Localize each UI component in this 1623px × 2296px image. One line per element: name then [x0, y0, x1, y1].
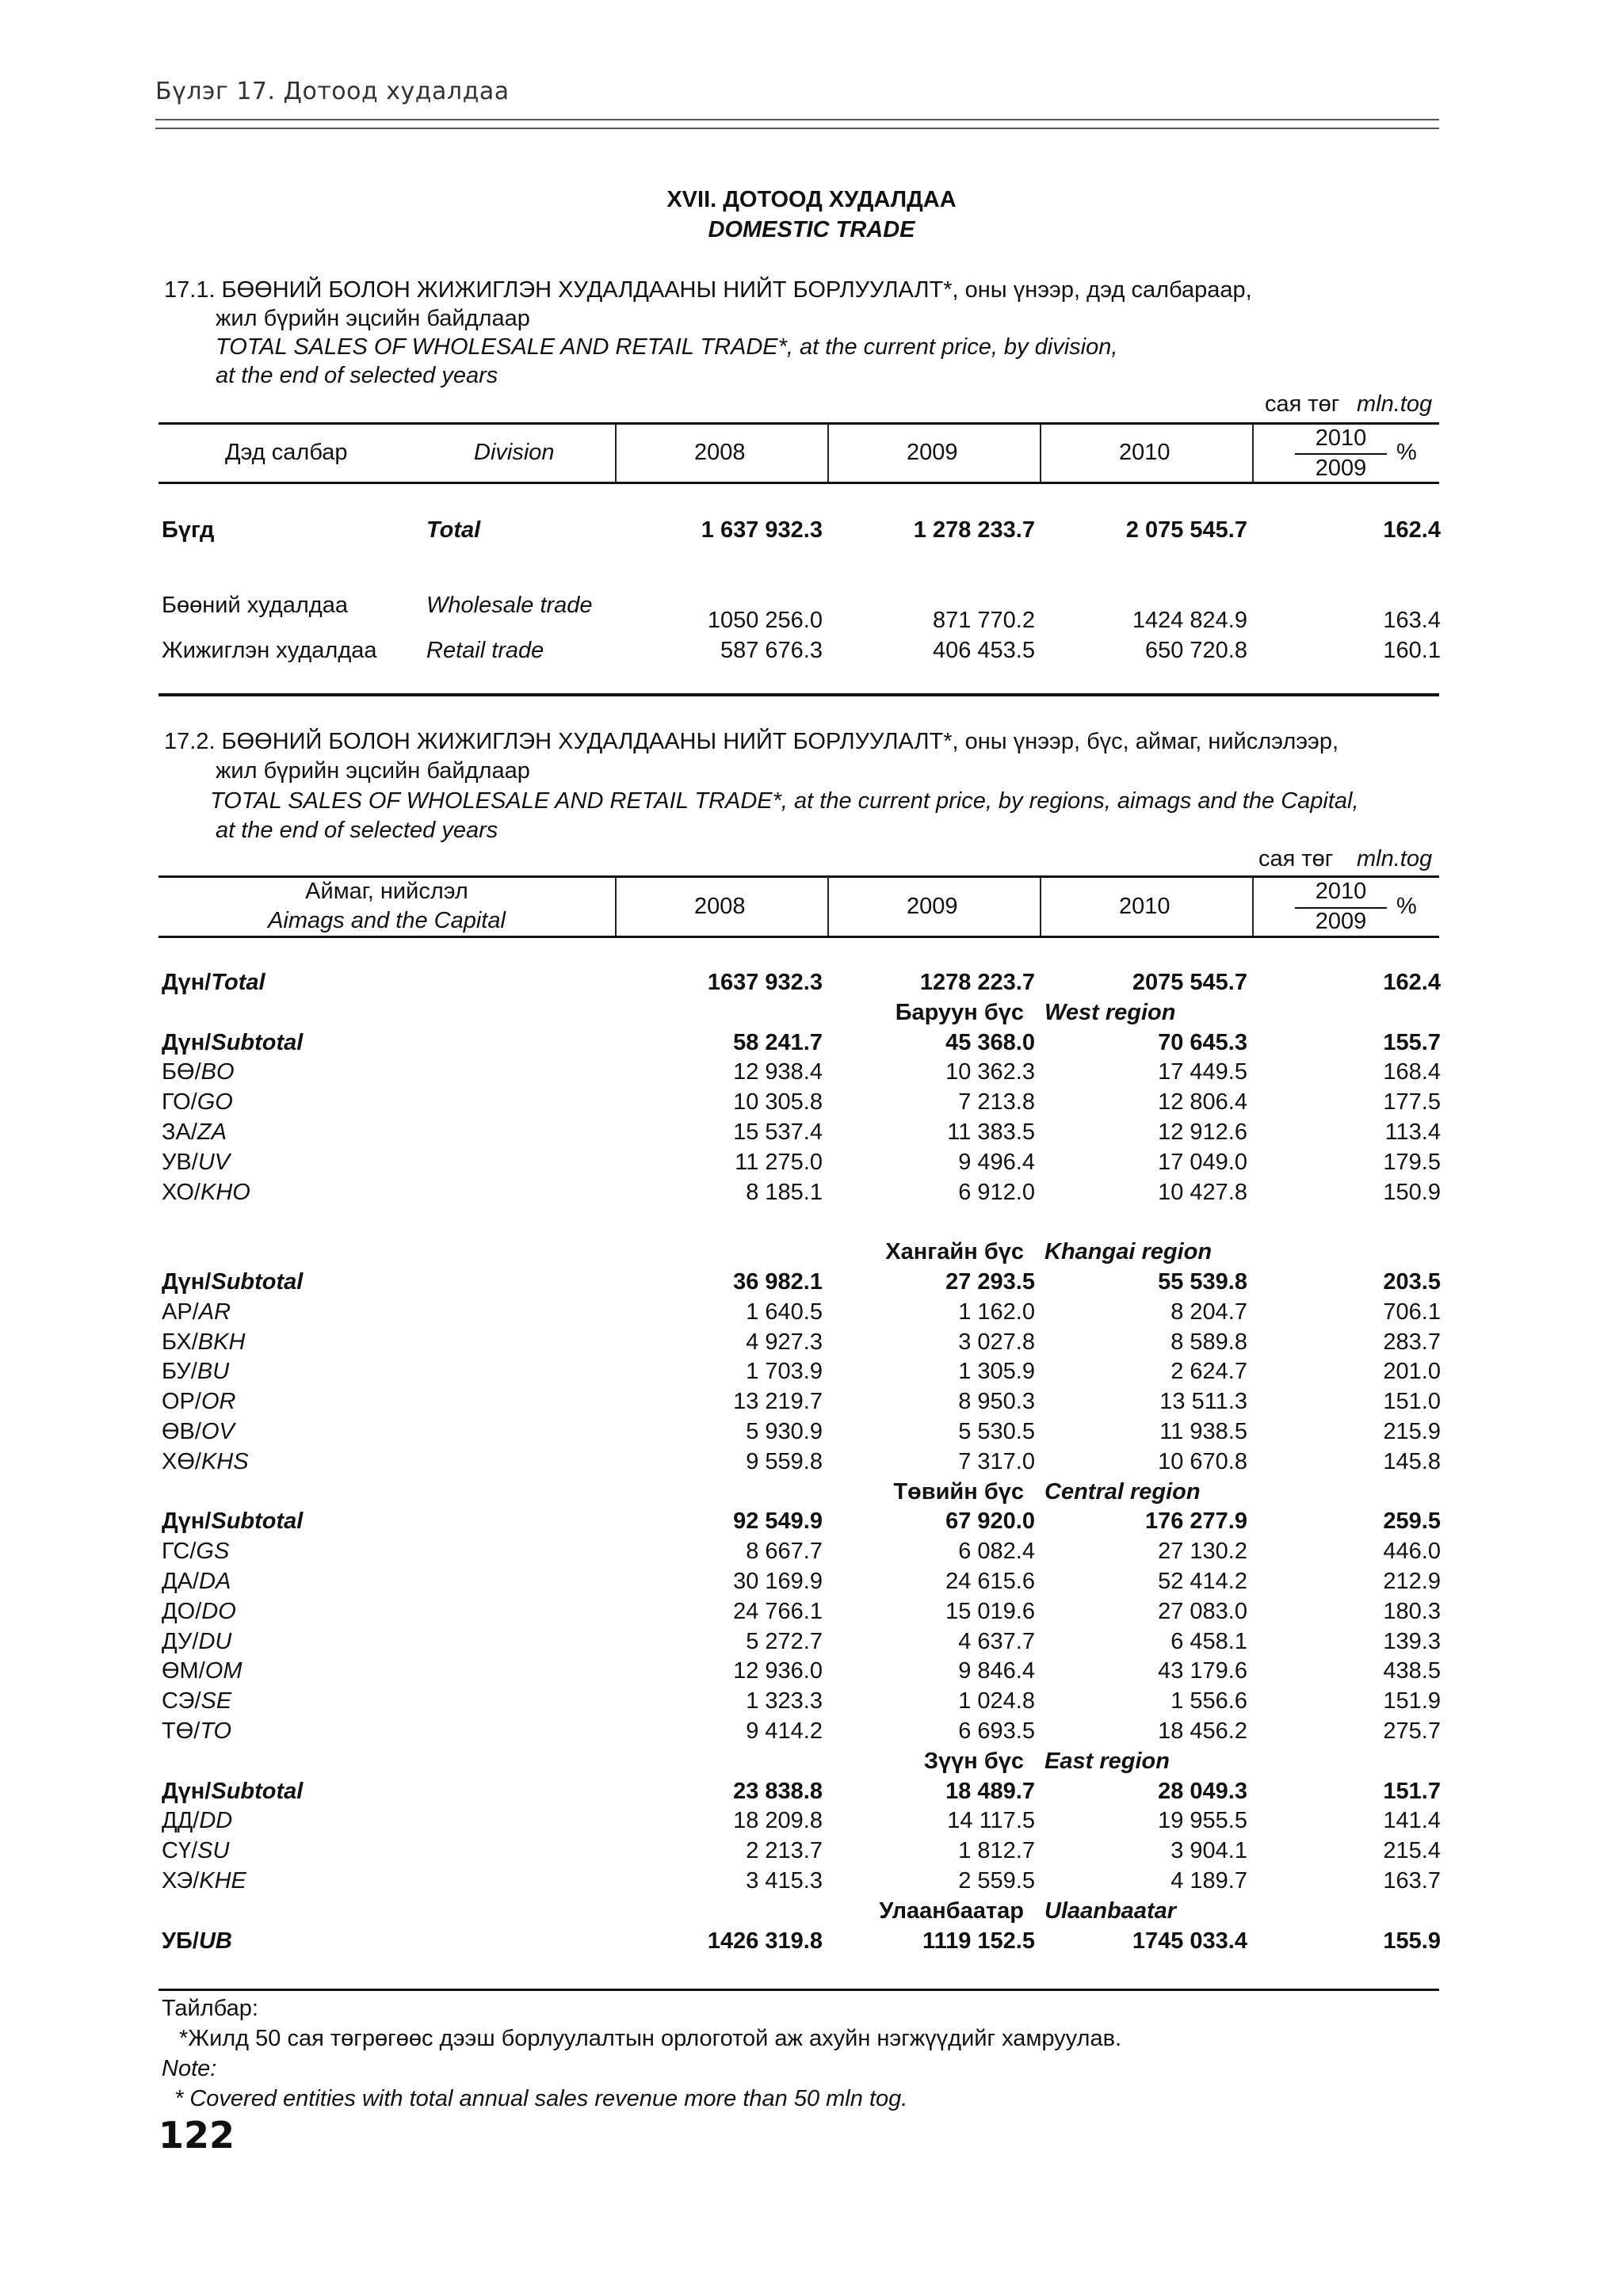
t2-cell-percent: 162.4 [1383, 970, 1441, 995]
t2-cell-2010: 2 624.7 [1170, 1359, 1247, 1384]
t2-row-label [162, 1030, 303, 1056]
region-name-en: Ulaanbaatar [1044, 1898, 1177, 1924]
note-label-en: Note: [162, 2056, 217, 2081]
t2-cell-2010: 55 539.8 [1158, 1269, 1247, 1295]
t2-cell-2008: 5 272.7 [746, 1629, 823, 1654]
t2-row-label-en: DD [199, 1808, 233, 1833]
t2-cell-percent: 151.9 [1383, 1688, 1441, 1714]
t1-row-label-mn: Бүгд [162, 517, 215, 543]
t2-row-label-en: Subtotal [211, 1779, 304, 1804]
t2-cell-2009: 7 317.0 [958, 1449, 1035, 1474]
t1-col-divider [827, 424, 829, 482]
t2-row-label-en: KHS [200, 1449, 249, 1474]
t2-cell-percent: 177.5 [1383, 1089, 1441, 1115]
t2-row-label-en: GO [197, 1089, 233, 1115]
t2-cell-2009: 1 305.9 [958, 1359, 1035, 1384]
t1-unit-mn: сая төг [1265, 391, 1340, 417]
chapter-header: Бүлэг 17. Дотоод худалдаа [155, 78, 510, 105]
t2-cell-2010: 10 427.8 [1158, 1180, 1247, 1205]
t2-row-label-mn: ӨМ/ [162, 1658, 205, 1684]
t2-row-label-mn: Дүн/ [162, 1269, 212, 1295]
t2-cell-2009: 2 559.5 [958, 1868, 1035, 1894]
t2-cell-2008: 1 703.9 [746, 1359, 823, 1384]
t2-row-label [162, 1808, 232, 1834]
t2-row-label-en: UV [197, 1150, 231, 1175]
t2-row-label-mn: СЭ/ [162, 1688, 201, 1714]
t2-row-label-mn: Дүн/ [162, 970, 212, 995]
t2-row-label-mn: ДД/ [162, 1808, 200, 1833]
t2-cell-percent: 139.3 [1383, 1629, 1441, 1654]
t2-row-label-mn: ГО/ [162, 1089, 197, 1115]
t2-cell-percent: 145.8 [1383, 1449, 1441, 1474]
t2-cell-percent: 151.7 [1383, 1779, 1441, 1804]
t2-head-ratio-bottom: 2009 [1315, 909, 1367, 934]
t2-cell-percent: 438.5 [1383, 1658, 1441, 1684]
region-name-mn: Зүүн бүс [923, 1749, 1024, 1774]
t2-row-label-en: DU [198, 1629, 232, 1654]
t2-row-label-en: DA [199, 1569, 231, 1594]
t2-cell-2010: 176 277.9 [1144, 1508, 1247, 1534]
t2-cell-2008: 4 927.3 [746, 1329, 823, 1355]
t2-row-label-mn: ДА/ [162, 1569, 200, 1594]
t2-row-label-mn: Дүн/ [162, 1508, 212, 1534]
fraction-bar [1295, 453, 1387, 455]
t2-cell-2009: 1278 223.7 [919, 970, 1035, 995]
t2-cell-2009: 15 019.6 [945, 1599, 1035, 1624]
t2-cell-percent: 168.4 [1383, 1059, 1441, 1085]
t2-cell-2010: 12 806.4 [1158, 1089, 1247, 1115]
t2-row-label-mn: ХО/ [162, 1180, 200, 1205]
t2-cell-percent: 203.5 [1383, 1269, 1441, 1295]
t2-cell-2008: 30 169.9 [733, 1569, 823, 1594]
t2-row-label-en: SE [200, 1688, 232, 1714]
t1-cell: 162.4 [1383, 517, 1441, 543]
t1-cell: 1050 256.0 [707, 608, 823, 633]
t2-title-mn-2: жил бүрийн эцсийн байдлаар [216, 758, 530, 784]
t2-cell-2009: 27 293.5 [945, 1269, 1035, 1295]
t2-cell-percent: 212.9 [1383, 1569, 1441, 1594]
t1-cell: 1 637 932.3 [701, 517, 823, 543]
t2-row-label-mn: ДО/ [162, 1599, 202, 1624]
t2-cell-2009: 7 213.8 [958, 1089, 1035, 1115]
t2-row-label-mn: АР/ [162, 1299, 199, 1325]
t2-cell-percent: 163.7 [1383, 1868, 1441, 1894]
t2-cell-2010: 18 456.2 [1158, 1718, 1247, 1744]
region-name-en: East region [1044, 1749, 1170, 1774]
t2-cell-2010: 1745 033.4 [1132, 1928, 1247, 1954]
t1-cell: 587 676.3 [720, 638, 823, 663]
t2-row-label-mn: ОР/ [162, 1389, 201, 1414]
t2-cell-2009: 9 496.4 [958, 1150, 1035, 1175]
t2-row-label [162, 1299, 231, 1325]
t2-cell-2008: 1 323.3 [746, 1688, 823, 1714]
t2-col-divider [1252, 877, 1254, 936]
t2-row-label [162, 1329, 245, 1356]
t1-head-2008: 2008 [694, 440, 746, 465]
header-rule [155, 128, 1439, 129]
t2-cell-2008: 12 936.0 [733, 1658, 823, 1684]
t2-row-label-mn: УВ/ [162, 1150, 198, 1175]
t2-cell-2008: 1 640.5 [746, 1299, 823, 1325]
t2-cell-2009: 8 950.3 [958, 1389, 1035, 1414]
note-label-mn: Тайлбар: [162, 1996, 258, 2021]
t2-row-label [162, 1508, 303, 1535]
t2-cell-2008: 12 938.4 [733, 1059, 823, 1085]
t2-cell-2009: 45 368.0 [945, 1030, 1035, 1055]
t2-cell-2009: 18 489.7 [945, 1779, 1035, 1804]
t2-title-mn: 17.2. БӨӨНИЙ БОЛОН ЖИЖИГЛЭН ХУДАЛДААНЫ НИЙТ БОРЛУУЛАЛТ*, оны үнээр, бүс, аймаг, нийслэлээр, [164, 729, 1339, 754]
t1-cell: 1 278 233.7 [913, 517, 1035, 543]
t2-col-divider [1040, 877, 1041, 936]
t2-bottom-rule [158, 1989, 1439, 1991]
t2-cell-2008: 5 930.9 [746, 1419, 823, 1444]
t2-cell-2010: 6 458.1 [1170, 1629, 1247, 1654]
t1-col-divider [1040, 424, 1041, 482]
t2-cell-2009: 3 027.8 [958, 1329, 1035, 1355]
t2-cell-percent: 201.0 [1383, 1359, 1441, 1384]
t2-cell-2008: 8 667.7 [746, 1539, 823, 1564]
t2-cell-2010: 4 189.7 [1170, 1868, 1247, 1894]
t2-row-label [162, 1838, 229, 1864]
t2-unit-mn: сая төг [1258, 846, 1334, 871]
t2-cell-percent: 113.4 [1384, 1119, 1441, 1145]
t2-row-label [162, 1868, 246, 1894]
t2-row-label-en: AR [198, 1299, 231, 1325]
t2-col-divider [827, 877, 829, 936]
t2-cell-2010: 17 049.0 [1158, 1150, 1247, 1175]
t2-row-label-en: BKH [197, 1329, 246, 1355]
t2-row-label-mn: ЗА/ [162, 1119, 197, 1145]
t2-cell-2008: 92 549.9 [733, 1508, 823, 1534]
t2-head-2008: 2008 [694, 894, 746, 919]
t1-cell: 406 453.5 [932, 638, 1035, 663]
t2-row-label-en: OR [200, 1389, 236, 1414]
t1-title-en: TOTAL SALES OF WHOLESALE AND RETAIL TRADE*, at the current price, by division, [216, 334, 1118, 360]
t2-row-label [162, 1569, 231, 1595]
t1-unit-en: mln.tog [1357, 391, 1433, 417]
t2-row-label-mn: ӨВ/ [162, 1419, 201, 1444]
t2-row-label-en: KHE [199, 1868, 246, 1894]
t1-bottom-rule [158, 693, 1439, 696]
t2-head-2010: 2010 [1119, 894, 1170, 919]
region-name-mn: Улаанбаатар [879, 1898, 1024, 1924]
t2-row-label [162, 1658, 242, 1684]
t2-cell-percent: 155.7 [1383, 1030, 1441, 1055]
t2-row-label [162, 1119, 227, 1146]
t2-cell-2009: 4 637.7 [958, 1629, 1035, 1654]
t1-col-divider [1252, 424, 1254, 482]
t2-cell-2009: 1119 152.5 [922, 1928, 1035, 1954]
t2-row-label [162, 1539, 229, 1565]
t2-cell-2008: 18 209.8 [733, 1808, 823, 1833]
t1-head-division-en: Division [474, 440, 555, 465]
t2-cell-2010: 8 589.8 [1170, 1329, 1247, 1355]
t2-row-label [162, 1599, 236, 1625]
t2-row-label-en: Subtotal [211, 1030, 304, 1055]
t1-row-label-mn: Жижиглэн худалдаа [162, 638, 377, 663]
t2-cell-2008: 8 185.1 [746, 1180, 823, 1205]
t2-cell-2009: 1 024.8 [958, 1688, 1035, 1714]
t2-row-label-en: ZA [197, 1119, 227, 1145]
t2-cell-2010: 12 912.6 [1158, 1119, 1247, 1145]
t1-cell: 163.4 [1383, 608, 1441, 633]
note-text-mn: *Жилд 50 сая төгрөгөөс дээш борлуулалтын орлоготой аж ахуйн нэгжүүдийг хамруулав. [179, 2026, 1122, 2051]
t2-cell-2010: 8 204.7 [1170, 1299, 1247, 1325]
t2-row-label-en: UB [198, 1928, 232, 1954]
t2-cell-percent: 141.4 [1383, 1808, 1441, 1833]
t2-cell-2010: 70 645.3 [1158, 1030, 1247, 1055]
t2-row-label [162, 1779, 303, 1805]
t2-row-label-en: OM [204, 1658, 242, 1684]
t2-cell-2008: 10 305.8 [733, 1089, 823, 1115]
t2-head-percent: % [1396, 894, 1417, 919]
t2-head-aimag-en: Aimags and the Capital [268, 908, 506, 933]
t2-cell-percent: 150.9 [1383, 1180, 1441, 1205]
t1-head-rule [158, 482, 1439, 484]
t1-row-label-en: Total [426, 517, 481, 543]
region-name-mn: Баруун бүс [895, 1000, 1024, 1025]
t2-row-label-en: SU [197, 1838, 230, 1863]
t2-row-label [162, 1629, 231, 1655]
t2-row-label-mn: БХ/ [162, 1329, 198, 1355]
t1-head-2010: 2010 [1119, 440, 1170, 465]
t2-head-ratio-top: 2010 [1315, 879, 1367, 904]
t2-row-label-en: TO [200, 1718, 232, 1744]
t2-row-label-en: Subtotal [211, 1269, 304, 1295]
t2-row-label-mn: УБ/ [162, 1928, 199, 1954]
t2-cell-2008: 3 415.3 [746, 1868, 823, 1894]
t2-cell-percent: 283.7 [1383, 1329, 1441, 1355]
t2-row-label-en: KHO [200, 1180, 250, 1205]
t1-title-en-2: at the end of selected years [216, 363, 498, 388]
t2-row-label-en: Total [211, 970, 265, 995]
t1-head-2009: 2009 [907, 440, 958, 465]
t1-row-label-en: Wholesale trade [426, 593, 593, 618]
t2-row-label-en: BU [197, 1359, 230, 1384]
t2-title-en: TOTAL SALES OF WHOLESALE AND RETAIL TRADE*, at the current price, by regions, aimags and the Capital, [210, 788, 1359, 814]
t2-row-label [162, 1928, 232, 1955]
t2-cell-2010: 27 130.2 [1158, 1539, 1247, 1564]
section-title-en: DOMESTIC TRADE [708, 217, 915, 242]
t1-title-mn-2: жил бүрийн эцсийн байдлаар [216, 306, 530, 331]
t1-cell: 2 075 545.7 [1125, 517, 1247, 543]
t2-cell-2010: 52 414.2 [1158, 1569, 1247, 1594]
page-number: 122 [158, 2114, 235, 2157]
t1-title-mn: 17.1. БӨӨНИЙ БОЛОН ЖИЖИГЛЭН ХУДАЛДААНЫ НИЙТ БОРЛУУЛАЛТ*, оны үнээр, дэд салбараар, [164, 277, 1252, 303]
t2-cell-2010: 2075 545.7 [1132, 970, 1247, 995]
t2-cell-2008: 1426 319.8 [707, 1928, 823, 1954]
t2-cell-2008: 13 219.7 [733, 1389, 823, 1414]
t2-row-label-en: DO [201, 1599, 236, 1624]
t2-cell-2009: 67 920.0 [945, 1508, 1035, 1534]
t2-cell-2009: 6 912.0 [958, 1180, 1035, 1205]
t2-row-label-mn: ДУ/ [162, 1629, 199, 1654]
t2-row-label-mn: БӨ/ [162, 1059, 201, 1085]
t1-cell: 160.1 [1383, 638, 1441, 663]
t2-title-en-2: at the end of selected years [216, 818, 498, 843]
t1-head-ratio-bottom: 2009 [1315, 456, 1367, 481]
t2-head-rule [158, 936, 1439, 938]
t2-cell-2008: 23 838.8 [733, 1779, 823, 1804]
t2-cell-2009: 1 812.7 [958, 1838, 1035, 1863]
t1-head-percent: % [1396, 440, 1417, 465]
t2-row-label-en: GS [196, 1539, 230, 1564]
note-text-en: * Covered entities with total annual sales revenue more than 50 mln tog. [174, 2086, 908, 2111]
t2-cell-2008: 9 559.8 [746, 1449, 823, 1474]
t2-row-label-en: Subtotal [211, 1508, 304, 1534]
region-name-mn: Төвийн бүс [893, 1479, 1024, 1505]
t2-row-label [162, 970, 265, 996]
t2-cell-2009: 6 693.5 [958, 1718, 1035, 1744]
t2-cell-2010: 1 556.6 [1170, 1688, 1247, 1714]
t2-cell-percent: 155.9 [1383, 1928, 1441, 1954]
t2-cell-2009: 24 615.6 [945, 1569, 1035, 1594]
t1-row-label-en: Retail trade [426, 638, 544, 663]
t2-col-divider [615, 877, 617, 936]
t2-cell-percent: 706.1 [1383, 1299, 1441, 1325]
t2-cell-2008: 24 766.1 [733, 1599, 823, 1624]
t2-row-label [162, 1269, 303, 1295]
t2-cell-percent: 275.7 [1383, 1718, 1441, 1744]
t2-row-label [162, 1419, 235, 1445]
t2-cell-2009: 10 362.3 [945, 1059, 1035, 1085]
t2-cell-percent: 259.5 [1383, 1508, 1441, 1534]
region-name-en: West region [1044, 1000, 1176, 1025]
t1-col-divider [615, 424, 617, 482]
t2-cell-2008: 15 537.4 [733, 1119, 823, 1145]
t2-row-label-mn: ХӨ/ [162, 1449, 201, 1474]
t2-row-label-en: OV [200, 1419, 235, 1444]
t2-row-label-mn: Дүн/ [162, 1030, 212, 1055]
t2-cell-2008: 36 982.1 [733, 1269, 823, 1295]
t2-cell-2008: 1637 932.3 [707, 970, 823, 995]
section-title-mn: XVII. ДОТООД ХУДАЛДАА [666, 187, 957, 212]
t1-cell: 871 770.2 [932, 608, 1035, 633]
t2-row-label-en: BO [200, 1059, 235, 1085]
t2-row-label-mn: ХЭ/ [162, 1868, 200, 1894]
t2-cell-2008: 11 275.0 [735, 1150, 823, 1175]
t2-row-label-mn: ТӨ/ [162, 1718, 200, 1744]
t2-cell-percent: 179.5 [1383, 1150, 1441, 1175]
t2-row-label [162, 1089, 233, 1116]
t2-cell-2008: 58 241.7 [733, 1030, 823, 1055]
t2-cell-2010: 11 938.5 [1159, 1419, 1247, 1444]
t1-cell: 1424 824.9 [1132, 608, 1247, 633]
t2-cell-percent: 215.4 [1383, 1838, 1441, 1863]
t2-cell-2010: 10 670.8 [1158, 1449, 1247, 1474]
t1-head-division-mn: Дэд салбар [225, 440, 348, 465]
t2-row-label [162, 1059, 235, 1085]
t2-cell-percent: 446.0 [1383, 1539, 1441, 1564]
t2-row-label-mn: ГС/ [162, 1539, 197, 1564]
region-name-mn: Хангайн бүс [885, 1239, 1024, 1264]
t2-cell-2009: 9 846.4 [958, 1658, 1035, 1684]
t2-cell-percent: 180.3 [1383, 1599, 1441, 1624]
t2-cell-2010: 13 511.3 [1159, 1389, 1247, 1414]
t2-cell-2010: 19 955.5 [1158, 1808, 1247, 1833]
t1-row-label-mn: Бөөний худалдаа [162, 593, 348, 618]
t2-cell-2010: 28 049.3 [1158, 1779, 1247, 1804]
t2-row-label [162, 1359, 229, 1385]
t2-row-label-mn: Дүн/ [162, 1779, 212, 1804]
t2-row-label-mn: СҮ/ [162, 1838, 198, 1863]
t2-head-aimag-mn: Аймаг, нийслэл [305, 879, 468, 904]
t1-head-ratio-top: 2010 [1315, 425, 1367, 451]
t2-row-label [162, 1449, 249, 1475]
t2-row-label [162, 1688, 231, 1714]
t2-cell-2009: 6 082.4 [958, 1539, 1035, 1564]
t2-row-label [162, 1150, 230, 1176]
t2-top-rule [158, 875, 1439, 878]
t2-head-2009: 2009 [907, 894, 958, 919]
t2-cell-2010: 27 083.0 [1158, 1599, 1247, 1624]
t2-unit-en: mln.tog [1357, 846, 1433, 871]
t2-cell-2010: 3 904.1 [1170, 1838, 1247, 1863]
t2-cell-percent: 215.9 [1383, 1419, 1441, 1444]
t2-row-label [162, 1718, 231, 1745]
header-rule [155, 119, 1439, 120]
region-name-en: Central region [1044, 1479, 1201, 1505]
t2-cell-2010: 43 179.6 [1158, 1658, 1247, 1684]
t1-top-rule [158, 422, 1439, 425]
t2-cell-2009: 1 162.0 [958, 1299, 1035, 1325]
t2-cell-2009: 11 383.5 [947, 1119, 1035, 1145]
t1-cell: 650 720.8 [1144, 638, 1247, 663]
t2-row-label-mn: БУ/ [162, 1359, 197, 1384]
t2-cell-2009: 5 530.5 [958, 1419, 1035, 1444]
t2-cell-percent: 151.0 [1383, 1389, 1441, 1414]
t2-row-label [162, 1389, 235, 1415]
region-name-en: Khangai region [1044, 1239, 1212, 1264]
t2-cell-2008: 9 414.2 [746, 1718, 823, 1744]
t2-cell-2008: 2 213.7 [746, 1838, 823, 1863]
t2-cell-2009: 14 117.5 [947, 1808, 1035, 1833]
t2-cell-2010: 17 449.5 [1158, 1059, 1247, 1085]
t2-row-label [162, 1180, 250, 1206]
